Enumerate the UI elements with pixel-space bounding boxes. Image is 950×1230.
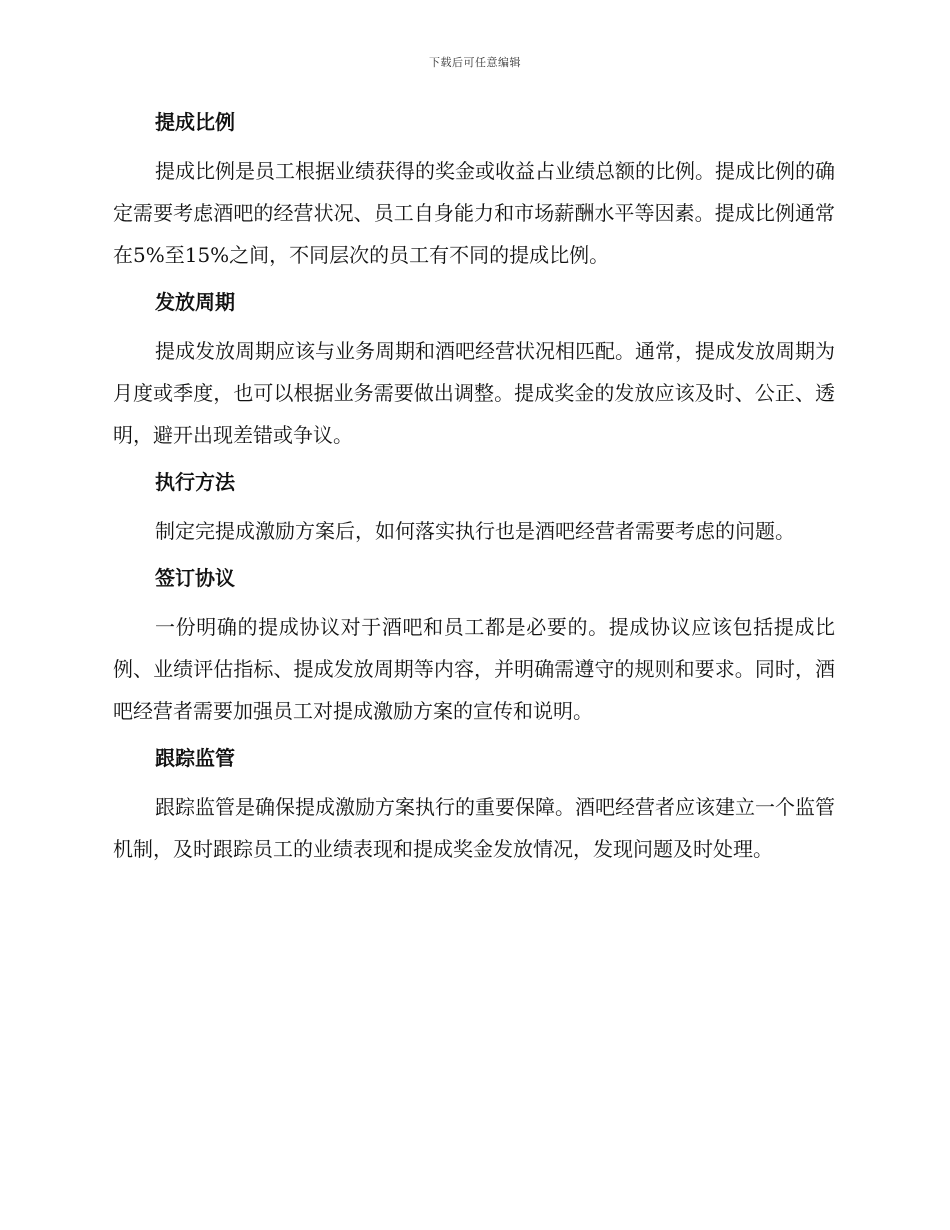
section-heading: 跟踪监管 bbox=[155, 746, 235, 770]
section-paragraph: 提成发放周期应该与业务周期和酒吧经营状况相匹配。通常，提成发放周期为月度或季度，也可以根据业务需要做出调整。提成奖金的发放应该及时、公正、透明，避开出现差错或争议。 bbox=[113, 339, 835, 447]
section-paragraph: 跟踪监管是确保提成激励方案执行的重要保障。酒吧经营者应该建立一个监管机制，及时跟踪员工的业绩表现和提成奖金发放情况，发现问题及时处理。 bbox=[113, 795, 835, 861]
section-paragraph: 制定完提成激励方案后，如何落实执行也是酒吧经营者需要考虑的问题。 bbox=[155, 519, 795, 543]
document-content bbox=[113, 108, 835, 882]
section-tracking-supervision bbox=[113, 744, 835, 870]
section-heading: 发放周期 bbox=[155, 290, 235, 314]
section-heading: 执行方法 bbox=[155, 470, 235, 494]
page-header: 下载后可任意编辑 bbox=[429, 56, 521, 69]
section-paragraph: 一份明确的提成协议对于酒吧和员工都是必要的。提成协议应该包括提成比例、业绩评估指标、提成发放周期等内容，并明确需遵守的规则和要求。同时，酒吧经营者需要加强员工对提成激励方案的宣传和说明。 bbox=[113, 615, 835, 723]
section-execution-method bbox=[113, 468, 835, 552]
section-heading: 签订协议 bbox=[155, 566, 235, 590]
section-payment-cycle bbox=[113, 288, 835, 456]
section-commission-ratio bbox=[113, 108, 835, 276]
section-heading: 提成比例 bbox=[155, 110, 235, 134]
section-paragraph: 提成比例是员工根据业绩获得的奖金或收益占业绩总额的比例。提成比例的确定需要考虑酒吧的经营状况、员工自身能力和市场薪酬水平等因素。提成比例通常在5%至15%之间，不同层次的员工有不同的提成比例。 bbox=[113, 159, 835, 267]
section-sign-agreement bbox=[113, 564, 835, 732]
